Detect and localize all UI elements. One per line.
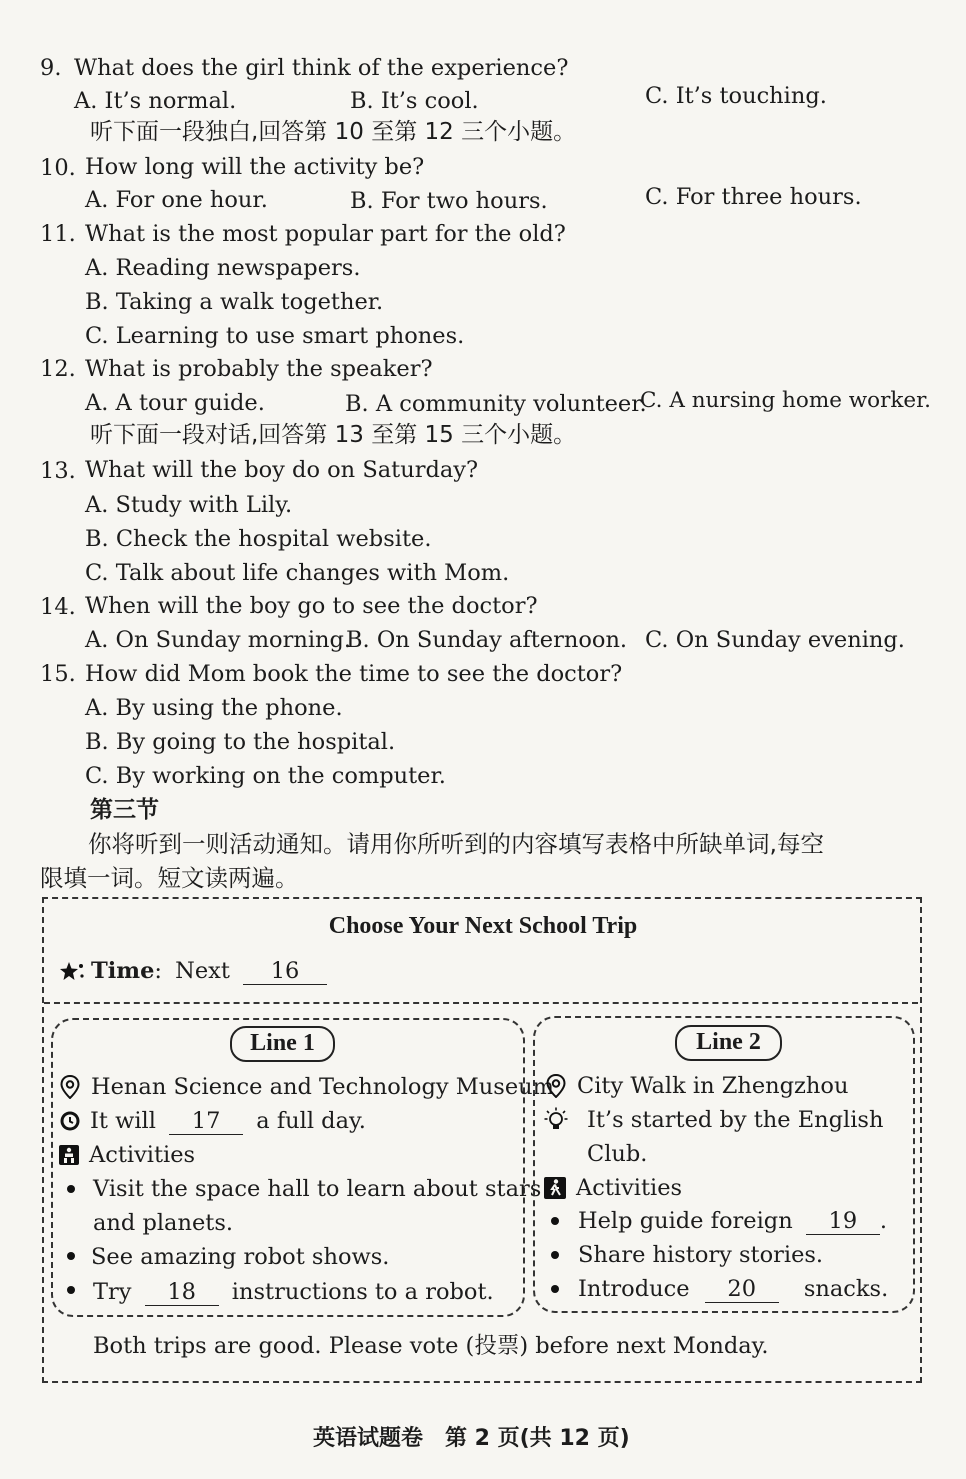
q11-text: What is the most popular part for the old? — [85, 221, 566, 247]
line1-place: Henan Science and Technology Museum — [91, 1074, 554, 1100]
activity-3-prefix: Introduce — [578, 1276, 690, 1302]
location-pin-icon — [60, 1075, 80, 1099]
q11-option-c: C. Learning to use smart phones. — [85, 323, 465, 349]
q14-text: When will the boy go to see the doctor? — [85, 593, 538, 619]
q14-option-c: C. On Sunday evening. — [645, 627, 905, 653]
q12-number: 12. — [40, 356, 76, 382]
blank-16[interactable]: 16 — [243, 958, 327, 985]
line2-started-line1: It’s started by the English — [587, 1107, 884, 1133]
q15-text: How did Mom book the time to see the doctor? — [85, 661, 623, 687]
activities-icon — [59, 1145, 79, 1165]
line2-place: City Walk in Zhengzhou — [577, 1073, 849, 1099]
q15-option-a: A. By using the phone. — [85, 695, 343, 721]
line2-activity-3 — [578, 1274, 888, 1304]
q9-option-a: A. It’s normal. — [74, 88, 237, 114]
q9-number: 9. — [40, 55, 62, 81]
duration-suffix: a full day. — [256, 1108, 366, 1134]
page-footer: 英语试题卷 第 2 页(共 12 页) — [313, 1426, 630, 1451]
blank-19[interactable]: 19 — [806, 1208, 880, 1235]
activity-1-prefix: Help guide foreign — [578, 1208, 793, 1234]
q12-text: What is probably the speaker? — [85, 356, 433, 382]
duration-prefix: It will — [90, 1108, 156, 1134]
blank-18[interactable]: 18 — [145, 1279, 219, 1306]
time-prefix: Next — [175, 958, 230, 984]
q11-option-b: B. Taking a walk together. — [85, 289, 384, 315]
q13-option-b: B. Check the hospital website. — [85, 526, 432, 552]
q10-number: 10. — [40, 155, 76, 181]
bullet — [551, 1217, 559, 1225]
q15-option-c: C. By working on the computer. — [85, 763, 446, 789]
line1-activity-2: See amazing robot shows. — [91, 1244, 390, 1270]
line1-tag: Line 1 — [230, 1026, 335, 1062]
bullet — [551, 1251, 559, 1259]
q12-option-a: A. A tour guide. — [85, 390, 265, 416]
q10-option-c: C. For three hours. — [645, 184, 862, 210]
bullet — [67, 1185, 75, 1193]
q9-option-c: C. It’s touching. — [645, 83, 827, 109]
lightbulb-icon — [544, 1107, 568, 1131]
q9-option-b: B. It’s cool. — [350, 88, 479, 114]
q10-option-a: A. For one hour. — [85, 187, 268, 213]
q13-number: 13. — [40, 458, 76, 484]
activity-1-suffix: . — [879, 1208, 887, 1234]
location-pin-icon — [546, 1074, 566, 1098]
line1-activity-3 — [93, 1277, 494, 1307]
instruction-monologue: 听下面一段独白,回答第 10 至第 12 三个小题。 — [90, 119, 577, 145]
q13-option-a: A. Study with Lily. — [85, 492, 293, 518]
q14-number: 14. — [40, 594, 76, 620]
q11-option-a: A. Reading newspapers. — [85, 255, 361, 281]
line1-activity-1b: and planets. — [93, 1210, 234, 1236]
section-3-instruction-line2: 限填一词。短文读两遍。 — [40, 864, 299, 892]
activity-3-prefix: Try — [93, 1279, 132, 1305]
q11-number: 11. — [40, 221, 76, 247]
line1-activities-label: Activities — [89, 1142, 196, 1168]
walking-person-icon — [544, 1177, 566, 1199]
time-row — [91, 956, 327, 986]
q10-text: How long will the activity be? — [85, 154, 425, 180]
line2-started-line2: Club. — [587, 1141, 648, 1167]
notice-title: Choose Your Next School Trip — [328, 913, 638, 939]
bullet — [67, 1286, 75, 1294]
line2-activity-2: Share history stories. — [578, 1242, 824, 1268]
blank-20[interactable]: 20 — [705, 1276, 779, 1303]
q10-option-b: B. For two hours. — [350, 188, 548, 214]
section-3-title: 第三节 — [90, 797, 159, 823]
q15-option-b: B. By going to the hospital. — [85, 729, 396, 755]
vote-reminder: Both trips are good. Please vote (投票) before next Monday. — [93, 1333, 769, 1359]
activity-3-suffix: snacks. — [803, 1276, 889, 1302]
line2-activities-label: Activities — [576, 1175, 683, 1201]
clock-icon — [59, 1110, 81, 1132]
q14-option-b: B. On Sunday afternoon. — [346, 627, 628, 653]
q12-option-c: C. A nursing home worker. — [640, 388, 931, 413]
time-colon: : — [154, 958, 163, 984]
q13-text: What will the boy do on Saturday? — [85, 457, 479, 483]
q14-option-a: A. On Sunday morning. — [85, 627, 352, 653]
q13-option-c: C. Talk about life changes with Mom. — [85, 560, 510, 586]
line1-duration — [90, 1106, 366, 1136]
section-3-instruction-line1: 你将听到一则活动通知。请用你所听到的内容填写表格中所缺单词,每空 — [88, 830, 824, 858]
line2-activity-1 — [578, 1206, 887, 1236]
bullet — [551, 1285, 559, 1293]
q9-text: What does the girl think of the experience? — [74, 55, 569, 81]
line1-activity-1a: Visit the space hall to learn about stars — [93, 1176, 542, 1202]
sparkle-icon — [60, 961, 86, 981]
activity-3-suffix: instructions to a robot. — [231, 1279, 494, 1305]
q15-number: 15. — [40, 661, 76, 687]
bullet — [67, 1252, 75, 1260]
divider — [44, 1002, 918, 1004]
instruction-dialogue: 听下面一段对话,回答第 13 至第 15 三个小题。 — [90, 422, 577, 448]
blank-17[interactable]: 17 — [169, 1108, 243, 1135]
line2-tag: Line 2 — [675, 1025, 782, 1061]
q12-option-b: B. A community volunteer. — [345, 391, 647, 417]
time-label: Time — [91, 958, 155, 984]
